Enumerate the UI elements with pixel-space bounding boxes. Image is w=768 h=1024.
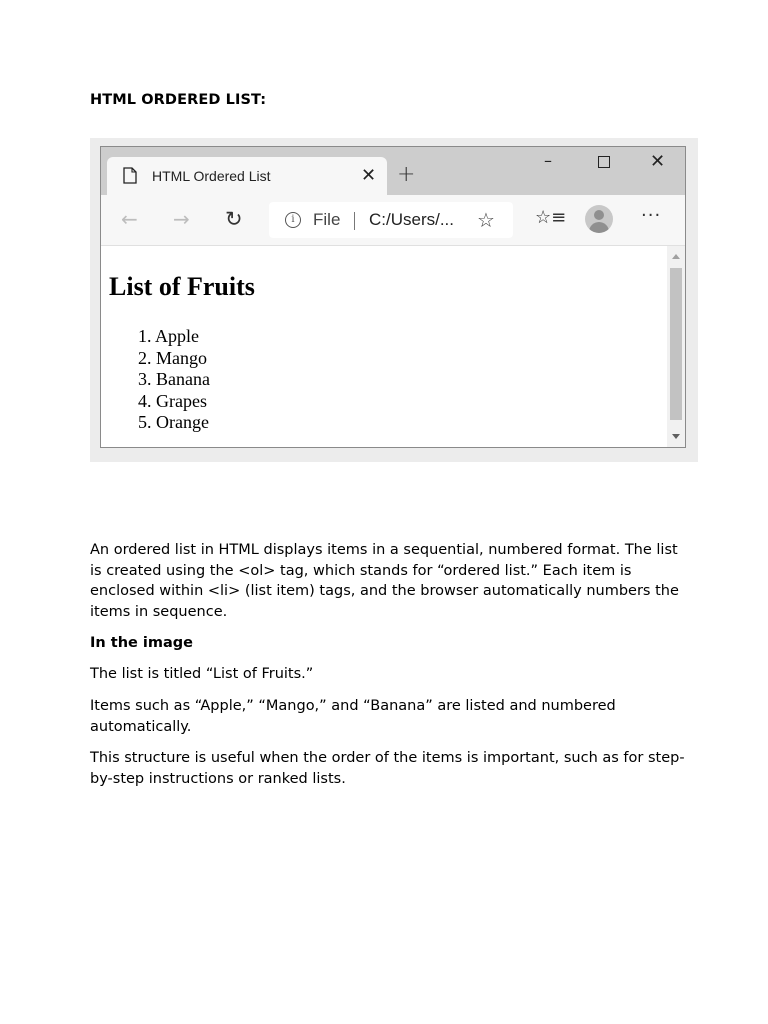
intro-paragraph: An ordered list in HTML displays items in a sequential, numbered format. The list is created using the <ol> tag, which stands for “ordered list.” Each item is enclosed within <li> (list item) tags, and the browser automatically numbers the items in sequence. xyxy=(90,542,679,620)
info-icon[interactable]: i xyxy=(285,212,301,228)
browser-toolbar xyxy=(101,195,685,246)
back-arrow-icon[interactable]: ← xyxy=(121,207,138,231)
forward-arrow-icon[interactable]: → xyxy=(173,207,190,231)
list-item: 2. Mango xyxy=(138,347,207,368)
avatar-shoulders xyxy=(589,222,609,233)
address-bar[interactable] xyxy=(269,202,513,238)
address-separator xyxy=(354,212,355,230)
tab-strip xyxy=(101,147,685,195)
close-window-button[interactable]: ✕ xyxy=(650,151,666,172)
vertical-scrollbar[interactable] xyxy=(667,246,685,447)
browser-window xyxy=(100,146,686,448)
subheading: In the image xyxy=(90,635,193,651)
list-item: 5. Orange xyxy=(138,412,209,433)
minimize-button[interactable]: – xyxy=(544,151,552,170)
new-tab-button[interactable]: + xyxy=(397,162,416,187)
list-item: 3. Banana xyxy=(138,369,210,390)
avatar-icon[interactable] xyxy=(585,205,613,233)
document-heading: HTML ORDERED LIST: xyxy=(90,92,267,108)
reload-icon[interactable]: ↻ xyxy=(225,207,243,231)
scroll-thumb[interactable] xyxy=(670,268,682,420)
tab-html-ordered-list[interactable] xyxy=(107,157,387,195)
scroll-down-arrow-icon[interactable] xyxy=(672,434,680,439)
list-item: 4. Grapes xyxy=(138,390,207,411)
favorites-icon[interactable]: ☆≡ xyxy=(535,207,567,228)
list-item: 1. Apple xyxy=(138,326,199,346)
usage-note-paragraph: This structure is useful when the order of the items is important, such as for step-by-step instructions or ranked lists. xyxy=(90,750,685,787)
add-favorite-star-icon[interactable]: ☆ xyxy=(477,208,495,232)
address-url[interactable]: C:/Users/... xyxy=(369,210,455,229)
items-note-paragraph: Items such as “Apple,” “Mango,” and “Banana” are listed and numbered automatically. xyxy=(90,698,616,735)
tab-close-icon[interactable]: ✕ xyxy=(361,165,377,186)
page-viewport xyxy=(101,246,685,447)
browser-screenshot-figure xyxy=(90,138,698,462)
more-options-icon[interactable]: ··· xyxy=(641,205,662,226)
document-icon xyxy=(123,167,137,184)
fruit-ordered-list xyxy=(138,326,210,434)
page-heading: List of Fruits xyxy=(109,272,255,301)
scroll-up-arrow-icon[interactable] xyxy=(672,254,680,259)
maximize-button[interactable] xyxy=(598,156,610,168)
address-scheme-label: File xyxy=(313,210,341,229)
avatar-head xyxy=(594,210,604,220)
tab-title: HTML Ordered List xyxy=(152,168,271,184)
title-note-paragraph: The list is titled “List of Fruits.” xyxy=(90,666,314,682)
